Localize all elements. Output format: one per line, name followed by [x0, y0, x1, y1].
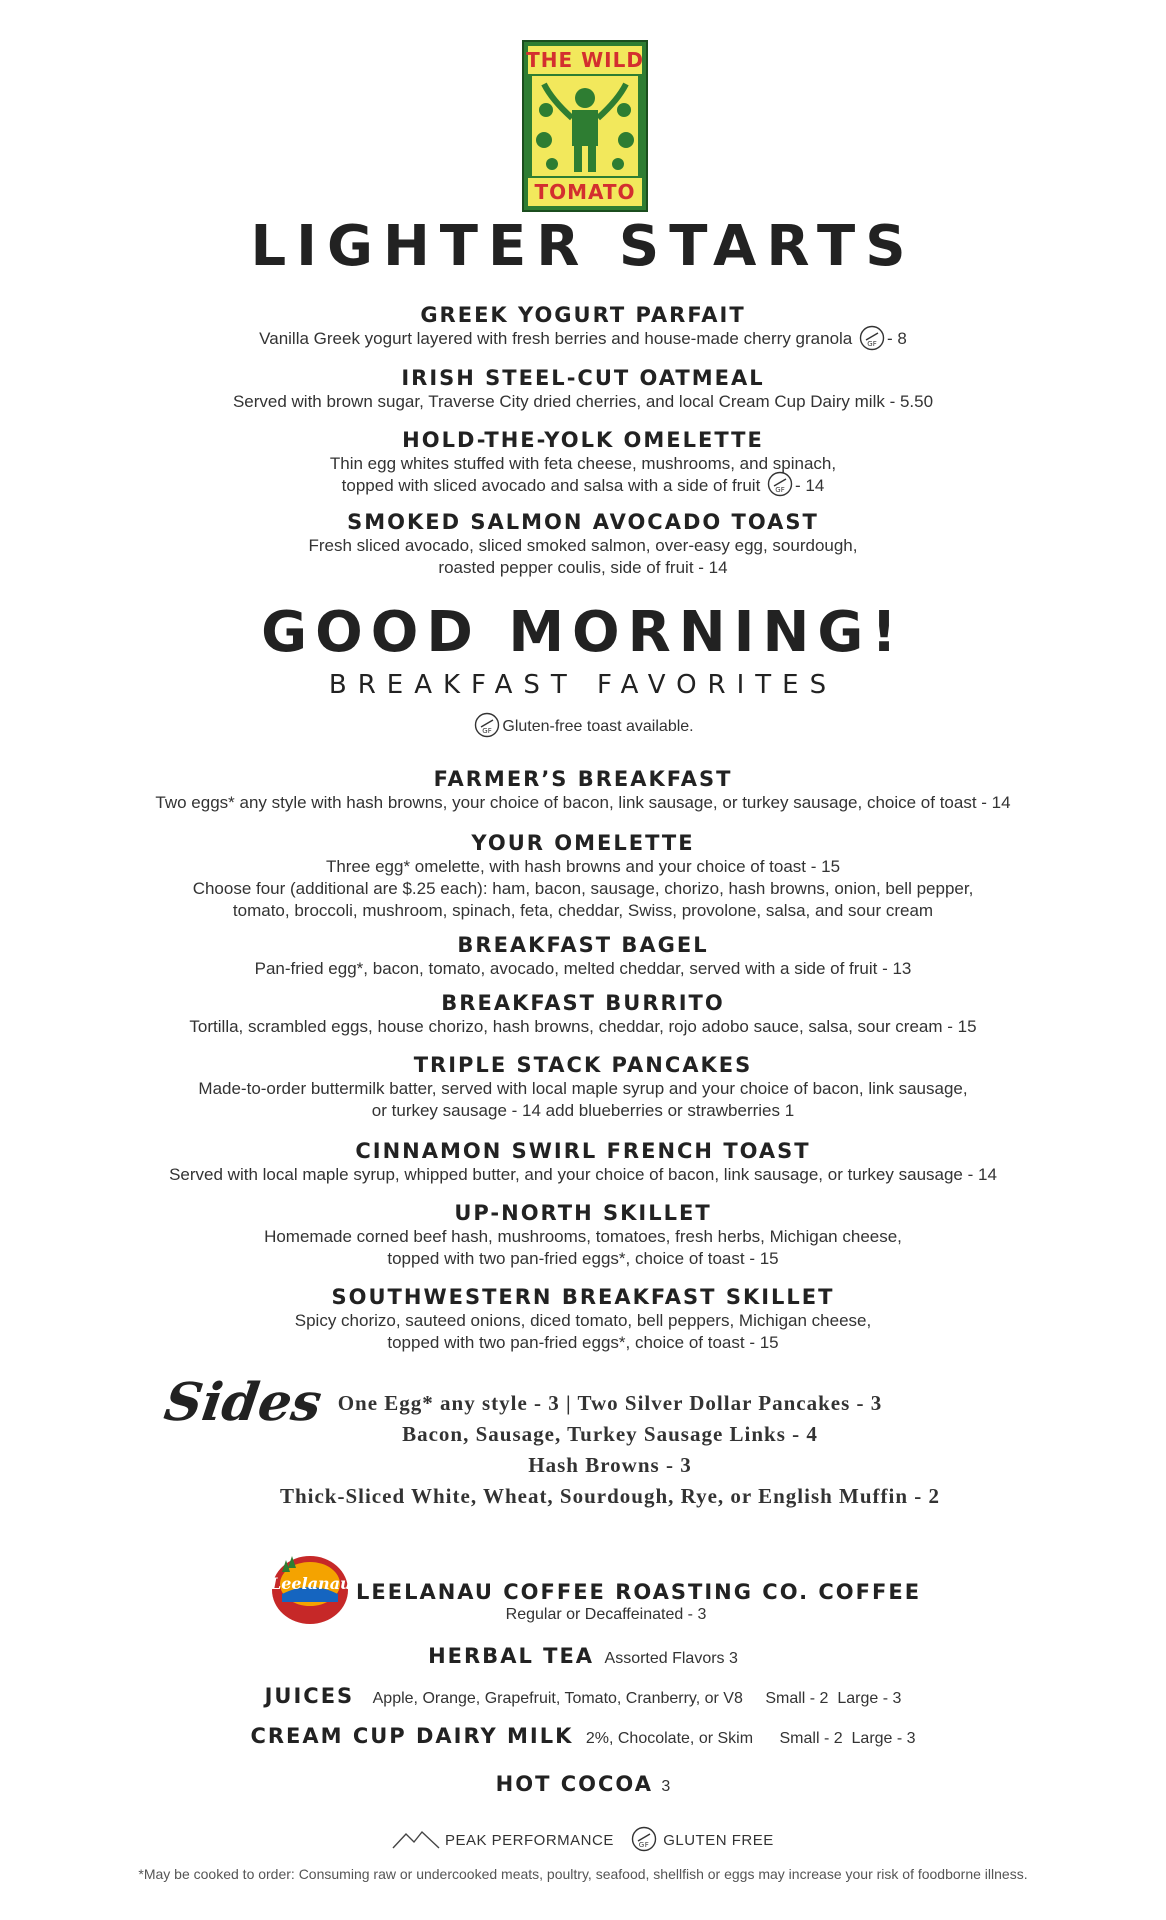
- coffee-desc: Regular or Decaffeinated - 3: [505, 1606, 707, 1623]
- menu-item-desc: Choose four (additional are $.25 each): ham, bacon, sausage, chorizo, hash browns, onion, bell pepper,: [192, 879, 974, 898]
- gluten-free-icon: [767, 471, 793, 497]
- menu-item-desc: Thin egg whites stuffed with feta cheese, mushrooms, and spinach,: [329, 453, 837, 473]
- menu-item-title: SMOKED SALMON AVOCADO TOAST: [347, 510, 819, 535]
- menu-item-desc: Spicy chorizo, sauteed onions, diced tomato, bell peppers, Michigan cheese,: [294, 1311, 872, 1330]
- mountain-icon: [392, 1828, 440, 1854]
- leelanau-coffee-logo: [270, 1550, 350, 1626]
- good-morning-heading: GOOD MORNING!: [261, 600, 905, 665]
- breakfast-favorites-subheading: BREAKFAST FAVORITES: [328, 670, 838, 700]
- menu-item-desc: topped with two pan-fried eggs*, choice of toast - 15: [387, 1333, 779, 1352]
- menu-item-title: CINNAMON SWIRL FRENCH TOAST: [355, 1139, 811, 1163]
- menu-item-desc: Homemade corned beef hash, mushrooms, tomatoes, fresh herbs, Michigan cheese,: [264, 1227, 902, 1246]
- herbal-tea-line: [0, 1644, 1166, 1668]
- side-line: Hash Browns - 3: [528, 1453, 692, 1477]
- menu-item-title: SOUTHWESTERN BREAKFAST SKILLET: [331, 1285, 835, 1309]
- gluten-free-label: GLUTEN FREE: [663, 1831, 774, 1849]
- svg-text:GF: GF: [775, 486, 785, 495]
- lighter-starts-heading: LIGHTER STARTS: [250, 214, 916, 279]
- menu-item-desc: roasted pepper coulis, side of fruit - 14: [438, 558, 728, 578]
- svg-text:GF: GF: [482, 727, 493, 735]
- juices-line: [0, 1684, 1166, 1708]
- disclaimer: *May be cooked to order: Consuming raw or undercooked meats, poultry, seafood, shellfish or eggs may increase your risk of foodborne illness.: [138, 1866, 1028, 1882]
- juices-desc: Apple, Orange, Grapefruit, Tomato, Cranberry, or V8: [372, 1690, 743, 1707]
- menu-item-title: BREAKFAST BURRITO: [441, 991, 725, 1015]
- gluten-free-icon: [631, 1826, 657, 1852]
- lighter-starts-section: [0, 302, 1166, 579]
- menu-item-title: IRISH STEEL-CUT OATMEAL: [401, 365, 765, 390]
- herbal-tea-title: HERBAL TEA: [428, 1644, 595, 1668]
- hot-cocoa-desc: 3: [661, 1778, 671, 1795]
- menu-item-desc: or turkey sausage - 14 add blueberries or strawberries 1: [371, 1101, 795, 1120]
- menu-item-title: BREAKFAST BAGEL: [457, 933, 709, 957]
- sides-heading: Sides: [160, 1372, 326, 1433]
- menu-item-desc: Three egg* omelette, with hash browns and your choice of toast - 15: [325, 857, 841, 876]
- logo-text-bottom: TOMATO: [534, 180, 636, 204]
- menu-item-desc: Served with brown sugar, Traverse City dried cherries, and local Cream Cup Dairy milk - 5.50: [232, 391, 934, 411]
- menu-item-title: FARMER’S BREAKFAST: [433, 767, 733, 791]
- hot-cocoa-line: [0, 1772, 1166, 1796]
- milk-sizes: Small - 2 Large - 3: [779, 1730, 916, 1747]
- juices-title: JUICES: [264, 1684, 355, 1708]
- menu-legend: [0, 1828, 1166, 1854]
- gluten-free-icon: [474, 712, 500, 738]
- milk-desc: 2%, Chocolate, or Skim: [585, 1730, 754, 1747]
- sides-list: [240, 1388, 980, 1512]
- milk-line: [0, 1724, 1166, 1748]
- menu-item-desc: Vanilla Greek yogurt layered with fresh berries and house-made cherry granola GF - 8: [0, 328, 1166, 351]
- gluten-free-toast-note: GF Gluten-free toast available.: [0, 716, 1166, 738]
- menu-item-title: UP-NORTH SKILLET: [454, 1201, 712, 1225]
- logo-text-top: THE WILD: [526, 48, 644, 72]
- menu-item-desc: Tortilla, scrambled eggs, house chorizo, hash browns, cheddar, rojo adobo sauce, salsa, sour cream - 15: [189, 1017, 977, 1036]
- hot-cocoa-title: HOT COCOA: [495, 1772, 653, 1796]
- menu-item-desc: topped with sliced avocado and salsa with a side of fruit GF - 14: [0, 475, 1166, 498]
- leelanau-logo-text: Leelanau: [270, 1574, 352, 1593]
- side-line: One Egg* any style - 3 | Two Silver Dollar Pancakes - 3: [337, 1391, 883, 1415]
- menu-item-desc: Served with local maple syrup, whipped butter, and your choice of bacon, link sausage, or turkey sausage - 14: [169, 1165, 997, 1184]
- side-line: Bacon, Sausage, Turkey Sausage Links - 4: [402, 1422, 818, 1446]
- menu-item-title: HOLD-THE-YOLK OMELETTE: [402, 427, 764, 452]
- menu-item-title: TRIPLE STACK PANCAKES: [413, 1053, 753, 1077]
- menu-item-desc: Fresh sliced avocado, sliced smoked salmon, over-easy egg, sourdough,: [308, 536, 858, 556]
- gluten-free-icon: [859, 325, 885, 351]
- menu-item-title: YOUR OMELETTE: [471, 831, 695, 855]
- juices-sizes: Small - 2 Large - 3: [765, 1690, 902, 1707]
- breakfast-favorites-section: [0, 766, 1166, 1354]
- svg-text:GF: GF: [867, 339, 877, 348]
- milk-title: CREAM CUP DAIRY MILK: [250, 1724, 574, 1748]
- menu-item-desc: tomato, broccoli, mushroom, spinach, feta, cheddar, Swiss, provolone, salsa, and sour cream: [232, 901, 934, 920]
- herbal-tea-desc: Assorted Flavors 3: [604, 1650, 738, 1667]
- wild-tomato-logo: [522, 40, 648, 212]
- menu-item-title: GREEK YOGURT PARFAIT: [420, 303, 746, 327]
- menu-item-desc: Made-to-order buttermilk batter, served with local maple syrup and your choice of bacon, link sausage,: [198, 1079, 968, 1098]
- svg-text:GF: GF: [638, 1841, 649, 1849]
- side-line: Thick-Sliced White, Wheat, Sourdough, Rye, or English Muffin - 2: [279, 1484, 941, 1508]
- menu-item-desc: Pan-fried egg*, bacon, tomato, avocado, melted cheddar, served with a side of fruit - 13: [254, 959, 912, 978]
- menu-item-desc: topped with two pan-fried eggs*, choice of toast - 15: [387, 1249, 779, 1268]
- peak-performance-label: PEAK PERFORMANCE: [444, 1831, 614, 1849]
- coffee-title: LEELANAU COFFEE ROASTING CO. COFFEE: [356, 1580, 922, 1604]
- menu-item-desc: Two eggs* any style with hash browns, your choice of bacon, link sausage, or turkey sausage, choice of toast - 14: [155, 793, 1011, 812]
